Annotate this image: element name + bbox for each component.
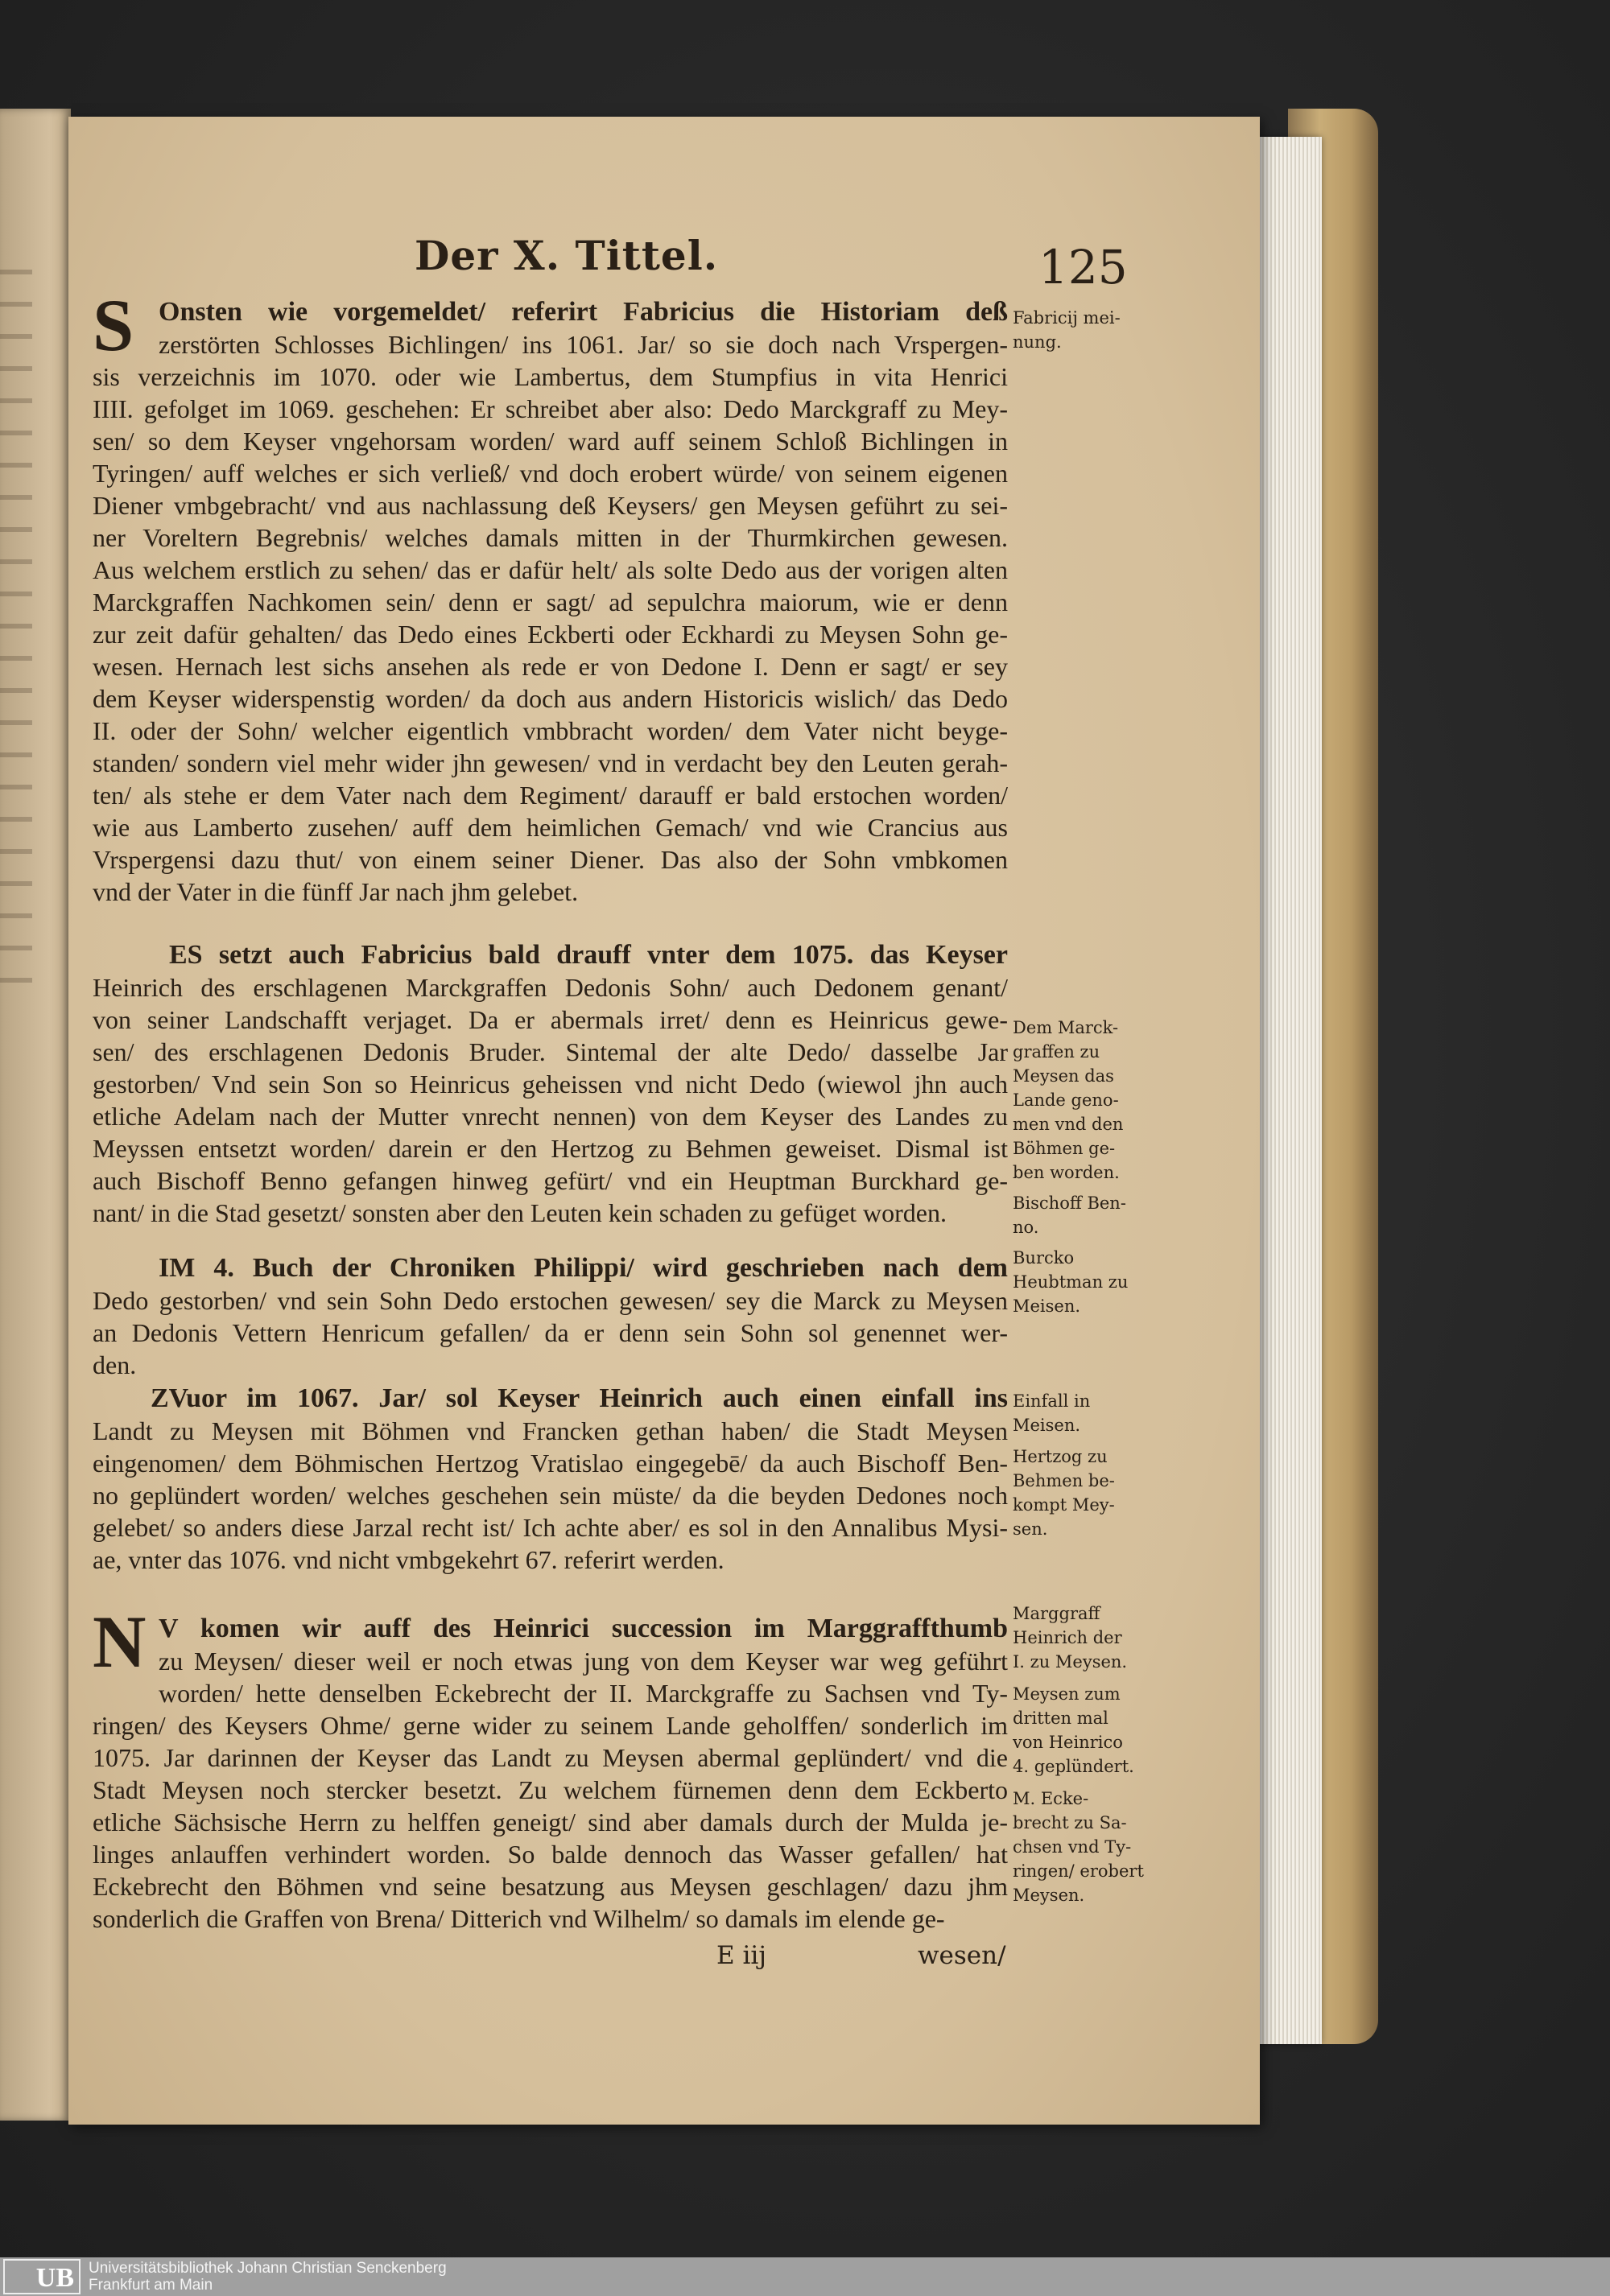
text-line: ringen/ erobert: [1013, 1861, 1144, 1881]
previous-page-edge: [0, 109, 71, 2121]
margin-note: [1013, 1787, 1154, 1907]
text-line: sonderlich die Graffen von Brena/ Ditterich vnd Wilhelm/ so damals im elende ge-: [93, 1904, 945, 1933]
text-line: gestorben/ Vnd sein Son so Heinricus geheissen vnd nicht Dedo (wiewol jhn auch: [93, 1070, 1008, 1099]
text-line: sis verzeichnis im 1070. oder wie Lambertus, dem Stumpfius in vita Henrici: [93, 362, 1008, 391]
text-line: etliche Adelam nach der Mutter vnrecht nennen) von dem Keyser des Landes zu: [93, 1102, 1008, 1131]
signature-mark: E iij: [716, 1941, 766, 1970]
paragraph-4: [93, 1383, 1008, 1576]
library-footer-bar: [0, 2257, 1610, 2296]
logo-text: UB: [35, 2263, 74, 2293]
text-line: Meisen.: [1013, 1296, 1081, 1316]
text-line: Burcko: [1013, 1248, 1075, 1268]
text-line: M. Ecke-: [1013, 1789, 1089, 1808]
paragraph-2: [93, 939, 1008, 1229]
text-line: sen/ so dem Keyser vngehorsam worden/ ward auff seinem Schloß Bichlingen in: [93, 427, 1008, 455]
text-line: nung.: [1013, 332, 1062, 352]
text-line: standen/ sondern viel mehr wider jhn gewesen/ vnd in verdacht bey den Leuten gerah-: [93, 748, 1008, 777]
text-line: Meysen das: [1013, 1066, 1114, 1086]
text-line: Marggraff: [1013, 1604, 1100, 1623]
text-line: men vnd den: [1013, 1115, 1124, 1134]
text-line: I. zu Meysen.: [1013, 1652, 1128, 1672]
text-line: ae, vnter das 1076. vnd nicht vmbgekehrt 67. referirt werden.: [93, 1545, 724, 1574]
text-line: von seiner Landschafft verjaget. Da er abermals irret/ denn es Heinricus gewe-: [93, 1005, 1008, 1034]
text-line: dritten mal: [1013, 1709, 1108, 1728]
text-line: dem Keyser widerspenstig worden/ da doch aus andern Historicis wislich/ das Dedo: [93, 684, 1008, 713]
paragraph-5: [93, 1601, 1008, 1935]
paragraph-3: [93, 1252, 1008, 1381]
text-line: Dedo gestorben/ vnd sein Sohn Dedo erstochen gewesen/ sey die Marck zu Meysen: [93, 1286, 1008, 1315]
catchword: wesen/: [918, 1941, 1006, 1970]
text-line: Fabricij mei-: [1013, 308, 1121, 328]
text-line: no.: [1013, 1218, 1039, 1237]
text-line: Onsten wie vorgemeldet/ referirt Fabricius die Historiam deß: [159, 297, 1008, 327]
library-credit: [89, 2260, 447, 2294]
text-line: graffen zu: [1013, 1042, 1100, 1061]
text-line: IM 4. Buch der Chroniken Philippi/ wird geschrieben nach dem: [159, 1253, 1008, 1283]
text-line: kompt Mey-: [1013, 1495, 1115, 1515]
text-line: nant/ in die Stad gesetzt/ sonsten aber den Leuten kein schaden zu gefüget worden.: [93, 1198, 947, 1227]
text-line: ben worden.: [1013, 1163, 1120, 1182]
text-line: Böhmen ge-: [1013, 1139, 1116, 1158]
library-city: Frankfurt am Main: [89, 2277, 213, 2294]
text-line: Stadt Meysen noch stercker besetzt. Zu welchem fürnemen denn dem Eckberto: [93, 1775, 1008, 1804]
text-line: IIII. gefolget im 1069. geschehen: Er schreibet aber also: Dedo Marckgraff zu Mey-: [93, 394, 1008, 423]
text-line: Lande geno-: [1013, 1090, 1119, 1110]
text-line: vnd der Vater in die fünff Jar nach jhm gelebet.: [93, 877, 579, 906]
text-line: no geplündert worden/ welches geschehen sein müste/ da die beyden Dedones noch: [93, 1481, 1008, 1510]
text-line: Einfall in: [1013, 1391, 1091, 1411]
library-name: Universitätsbibliothek Johann Christian Senckenberg: [89, 2260, 447, 2277]
drop-cap: S: [93, 284, 134, 366]
text-line: zur zeit dafür gehalten/ das Dedo eines Eckberti oder Eckhardi zu Meysen Sohn ge-: [93, 620, 1008, 649]
text-line: ES setzt auch Fabricius bald drauff vnter dem 1075. das Keyser: [169, 940, 1008, 970]
margin-note: [1013, 1682, 1154, 1779]
text-line: worden/ hette denselben Eckebrecht der II. Marckgraffe zu Sachsen vnd Ty-: [159, 1679, 1008, 1708]
text-line: Diener vmbgebracht/ vnd aus nachlassung deß Keysers/ gen Meysen geführt zu sei-: [93, 491, 1008, 520]
text-line: sen.: [1013, 1519, 1048, 1539]
text-line: Meysen zum: [1013, 1684, 1121, 1704]
margin-note: [1013, 1601, 1154, 1674]
text-line: Landt zu Meysen mit Böhmen vnd Francken gethan haben/ die Stadt Meysen: [93, 1416, 1008, 1445]
text-line: Dem Marck-: [1013, 1018, 1119, 1037]
text-line: von Heinrico: [1013, 1733, 1123, 1752]
page-number: 125: [1038, 240, 1128, 295]
text-line: Bischoff Ben-: [1013, 1193, 1126, 1213]
text-line: linges anlauffen verhindert worden. So balde dennoch das Wasser gefallen/ hat: [93, 1840, 1008, 1869]
text-line: Heubtman zu: [1013, 1272, 1129, 1292]
text-line: zerstörten Schlosses Bichlingen/ ins 1061. Jar/ so sie doch nach Vrspergen-: [159, 330, 1008, 359]
text-line: Heinrich der: [1013, 1628, 1122, 1647]
text-line: Aus welchem erstlich zu sehen/ das er dafür helt/ als solte Dedo aus der vorigen alten: [93, 555, 1008, 584]
paragraph-1: [93, 284, 1008, 908]
library-logo: [3, 2259, 80, 2294]
text-line: den.: [93, 1350, 137, 1379]
text-line: gelebet/ so anders diese Jarzal recht ist/ Ich achte aber/ es sol in den Annalibus Mysi-: [93, 1513, 1008, 1542]
text-line: Meyssen entsetzt worden/ darein er den Hertzog zu Behmen geweiset. Dismal ist: [93, 1134, 1008, 1163]
margin-note: [1013, 1246, 1154, 1318]
text-line: 4. geplündert.: [1013, 1757, 1134, 1776]
text-line: eingenomen/ dem Böhmischen Hertzog Vratislao eingegebē/ da auch Bischoff Ben-: [93, 1449, 1008, 1478]
text-line: Vrspergensi dazu thut/ von einem seiner Diener. Das also der Sohn vmbkomen: [93, 845, 1008, 874]
text-line: Behmen be-: [1013, 1471, 1115, 1490]
text-line: Tyringen/ auff welches er sich verließ/ vnd doch erobert würde/ von seinem eigenen: [93, 459, 1008, 488]
text-line: etliche Sächsische Herrn zu helffen geneigt/ sind aber damals durch der Mulda je-: [93, 1808, 1008, 1836]
text-line: V komen wir auff des Heinrici succession im Marggraffthumb: [159, 1614, 1008, 1643]
text-line: ten/ als stehe er dem Vater nach dem Regiment/ darauff er bald erstochen worden/: [93, 781, 1008, 810]
running-title: Der X. Tittel.: [415, 232, 719, 279]
text-line: Meysen.: [1013, 1886, 1085, 1905]
text-line: Meisen.: [1013, 1416, 1081, 1435]
text-line: Eckebrecht den Böhmen vnd seine besatzung aus Meysen geschlagen/ dazu jhm: [93, 1872, 1008, 1901]
drop-cap: N: [93, 1601, 147, 1683]
margin-note: [1013, 306, 1154, 354]
text-line: Hertzog zu: [1013, 1447, 1108, 1466]
text-line: wie aus Lamberto zusehen/ auff dem heimlichen Gemach/ vnd wie Crancius aus: [93, 813, 1008, 842]
text-line: ner Voreltern Begrebnis/ welches damals mitten in der Thurmkirchen gewesen.: [93, 523, 1008, 552]
text-line: ZVuor im 1067. Jar/ sol Keyser Heinrich auch einen einfall ins: [151, 1383, 1008, 1413]
text-line: brecht zu Sa-: [1013, 1813, 1127, 1832]
text-line: sen/ des erschlagenen Dedonis Bruder. Sintemal der alte Dedo/ dasselbe Jar: [93, 1037, 1008, 1066]
text-line: 1075. Jar darinnen der Keyser das Landt zu Meysen abermal geplündert/ vnd die: [93, 1743, 1008, 1772]
text-line: an Dedonis Vettern Henricum gefallen/ da er denn sein Sohn sol genennet wer-: [93, 1318, 1008, 1347]
text-line: ringen/ des Keysers Ohme/ gerne wider zu seinem Lande geholffen/ sonderlich im: [93, 1711, 1008, 1740]
text-line: II. oder der Sohn/ welcher eigentlich vmbbracht worden/ dem Vater nicht beyge-: [93, 716, 1008, 745]
text-line: chsen vnd Ty-: [1013, 1837, 1132, 1857]
text-line: auch Bischoff Benno gefangen hinweg gefürt/ vnd ein Heuptman Burckhard ge-: [93, 1166, 1008, 1195]
text-line: Marckgraffen Nachkomen sein/ denn er sagt/ ad sepulchra maiorum, wie er denn: [93, 587, 1008, 616]
margin-note: [1013, 1191, 1154, 1239]
text-line: zu Meysen/ dieser weil er noch etwas jung von dem Keyser war weg geführt: [159, 1647, 1008, 1676]
text-line: Heinrich des erschlagenen Marckgraffen Dedonis Sohn/ auch Dedonem genant/: [93, 973, 1008, 1002]
margin-note: [1013, 1016, 1154, 1185]
text-line: wesen. Hernach lest sichs ansehen als rede er von Dedone I. Denn er sagt/ er sey: [93, 652, 1008, 681]
margin-note: [1013, 1445, 1154, 1541]
margin-note: [1013, 1389, 1154, 1437]
